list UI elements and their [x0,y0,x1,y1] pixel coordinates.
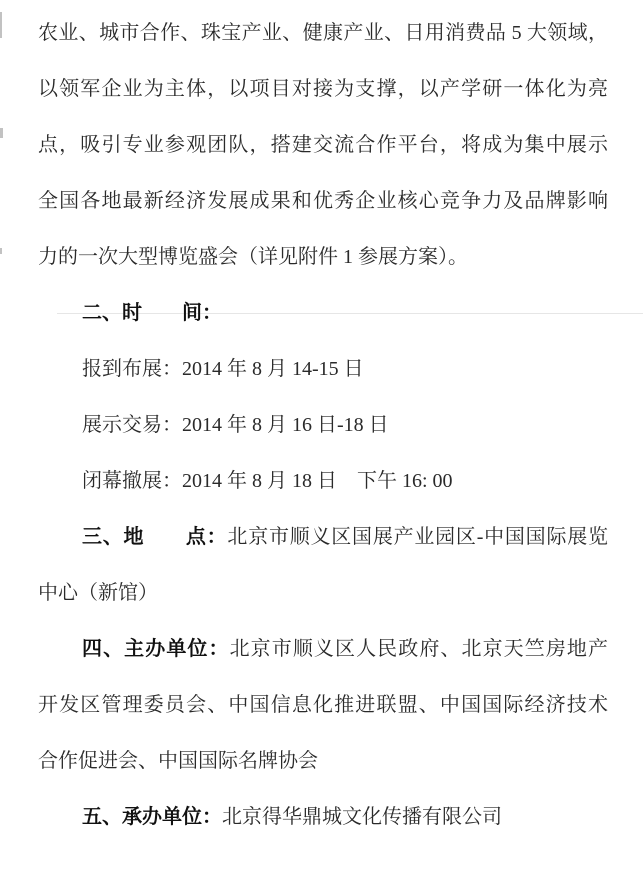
text-line [38,733,608,789]
line-text: 全国各地最新经济发展成果和优秀企业核心竞争力及品牌影响 [38,190,608,212]
line-text: 展示交易：2014 年 8 月 16 日-18 日 [82,414,389,436]
section-heading-line [38,789,608,845]
section-heading-label: 四、主办单位： [82,638,230,660]
section-heading-label: 三、地 点： [82,526,228,548]
line-text: 力的一次大型博览盛会（详见附件 1 参展方案）。 [38,246,468,268]
line-text: 中心（新馆） [38,582,158,604]
line-text: 北京市顺义区人民政府、北京天竺房地产 [229,638,609,660]
section-heading-line [38,509,608,565]
scan-speck [0,248,2,254]
section-heading-label: 五、承办单位： [82,806,222,828]
section-heading-line [38,621,608,677]
line-text: 北京得华鼎城文化传播有限公司 [222,806,502,828]
document-content [38,5,608,845]
section-heading-line [38,285,608,341]
text-line [38,61,608,117]
text-line [38,397,608,453]
line-text: 闭幕撤展：2014 年 8 月 18 日 下午 16: 00 [82,470,453,492]
text-line [38,565,608,621]
line-text: 点，吸引专业参观团队，搭建交流合作平台，将成为集中展示 [38,134,608,156]
section-heading-label: 二、时 间： [82,302,222,324]
line-text: 以领军企业为主体，以项目对接为支撑，以产学研一体化为亮 [38,78,608,100]
text-line [38,173,608,229]
text-line [38,341,608,397]
line-text: 北京市顺义区国展产业园区-中国国际展览 [227,526,608,548]
line-text: 开发区管理委员会、中国信息化推进联盟、中国国际经济技术 [38,694,608,716]
text-line [38,677,608,733]
scan-speck [0,128,3,138]
line-text: 合作促进会、中国国际名牌协会 [38,750,318,772]
line-text: 农业、城市合作、珠宝产业、健康产业、日用消费品 5 大领域， [38,22,608,44]
text-line [38,5,608,61]
text-line [38,117,608,173]
text-line [38,229,608,285]
text-line [38,453,608,509]
scan-speck [0,12,2,38]
line-text: 报到布展：2014 年 8 月 14-15 日 [82,358,364,380]
